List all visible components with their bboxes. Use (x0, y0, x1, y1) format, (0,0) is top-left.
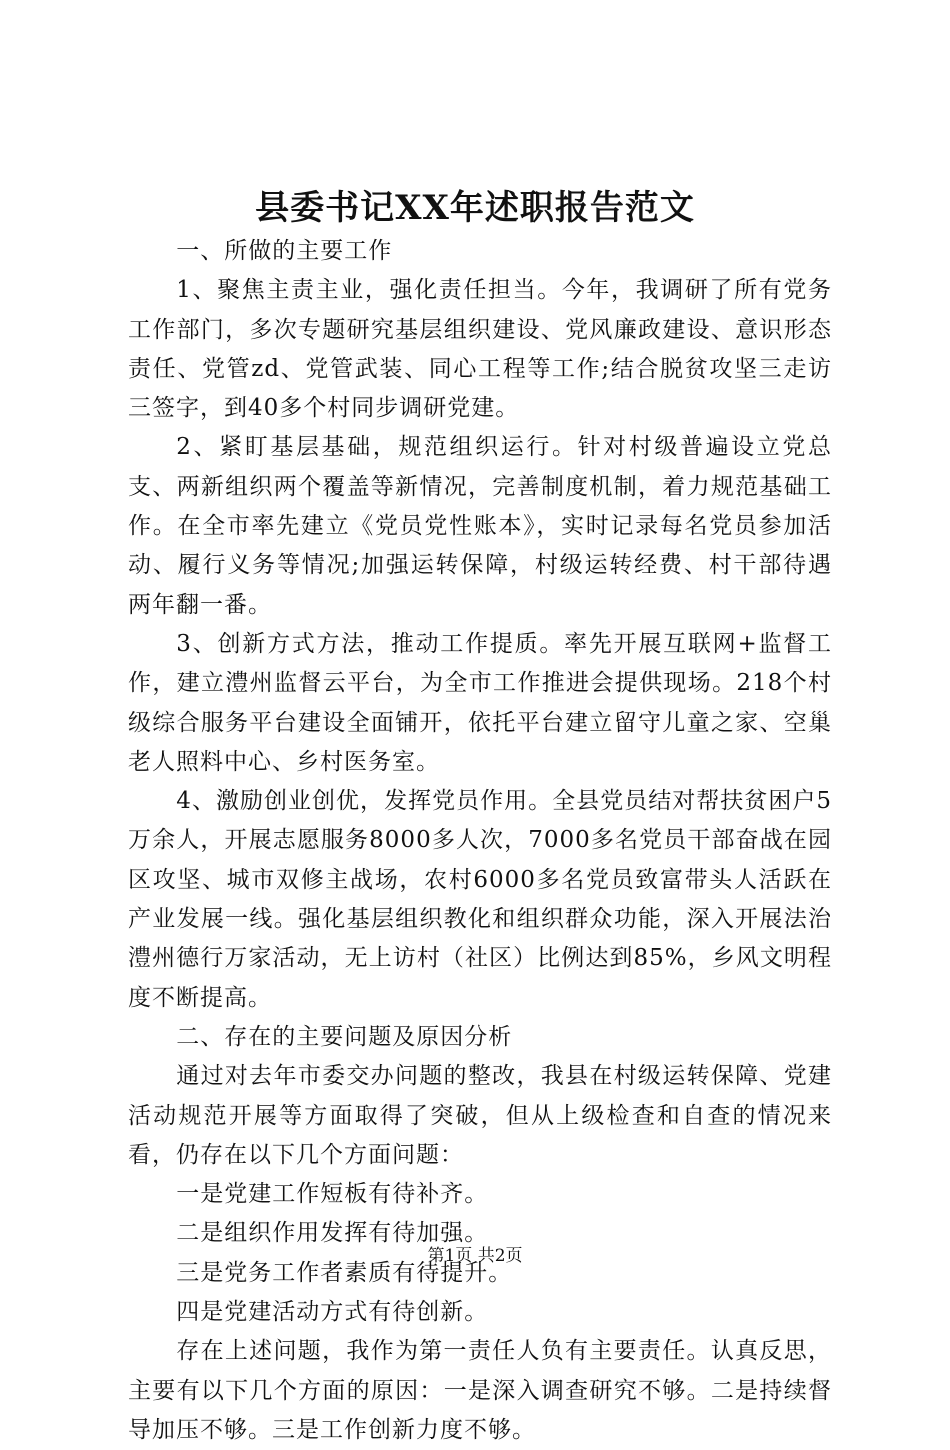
document-title: 县委书记XX年述职报告范文 (255, 188, 695, 228)
paragraph-item-4: 4、激励创业创优，发挥党员作用。全县党员结对帮扶贫困户5万余人，开展志愿服务8000多人次，7000多名党员干部奋战在园区攻坚、城市双修主战场，农村6000多名党员致富带头人活跃在产业发展一线。强化基层组织教化和组织群众功能，深入开展法治澧州德行万家活动，无上访村（社区）比例达到85%，乡风文明程度不断提高。 (128, 788, 832, 1011)
section-heading-2: 二、存在的主要问题及原因分析 (176, 1023, 513, 1050)
paragraph-reflection: 存在上述问题，我作为第一责任人负有主要责任。认真反思，主要有以下几个方面的原因：一是深入调查研究不够。二是持续督导加压不够。三是工作创新力度不够。 (128, 1338, 832, 1443)
problem-item-3: 三是党务工作者素质有待提升。 (176, 1259, 513, 1286)
paragraph-item-3: 3、创新方式方法，推动工作提质。率先开展互联网+监督工作，建立澧州监督云平台，为全市工作推进会提供现场。218个村级综合服务平台建设全面铺开，依托平台建立留守儿童之家、空巢老人照料中心、乡村医务室。 (128, 630, 832, 775)
paragraph-item-1: 1、聚焦主责主业，强化责任担当。今年，我调研了所有党务工作部门，多次专题研究基层组织建设、党风廉政建设、意识形态责任、党管zd、党管武装、同心工程等工作;结合脱贫攻坚三走访三签字，到40多个村同步调研党建。 (128, 277, 832, 422)
page-footer: 第1页 共2页 (427, 1246, 523, 1266)
problem-item-2: 二是组织作用发挥有待加强。 (176, 1220, 489, 1247)
section-heading-1: 一、所做的主要工作 (176, 238, 393, 264)
problem-item-4: 四是党建活动方式有待创新。 (176, 1299, 489, 1326)
problem-item-1: 一是党建工作短板有待补齐。 (176, 1181, 489, 1208)
paragraph-item-2: 2、紧盯基层基础，规范组织运行。针对村级普遍设立党总支、两新组织两个覆盖等新情况，完善制度机制，着力规范基础工作。在全市率先建立《党员党性账本》，实时记录每名党员参加活动、履行义务等情况;加强运转保障，村级运转经费、村干部待遇两年翻一番。 (128, 434, 832, 618)
paragraph-intro-problems: 通过对去年市委交办问题的整改，我县在村级运转保障、党建活动规范开展等方面取得了突破，但从上级检查和自查的情况来看，仍存在以下几个方面问题： (128, 1063, 832, 1168)
